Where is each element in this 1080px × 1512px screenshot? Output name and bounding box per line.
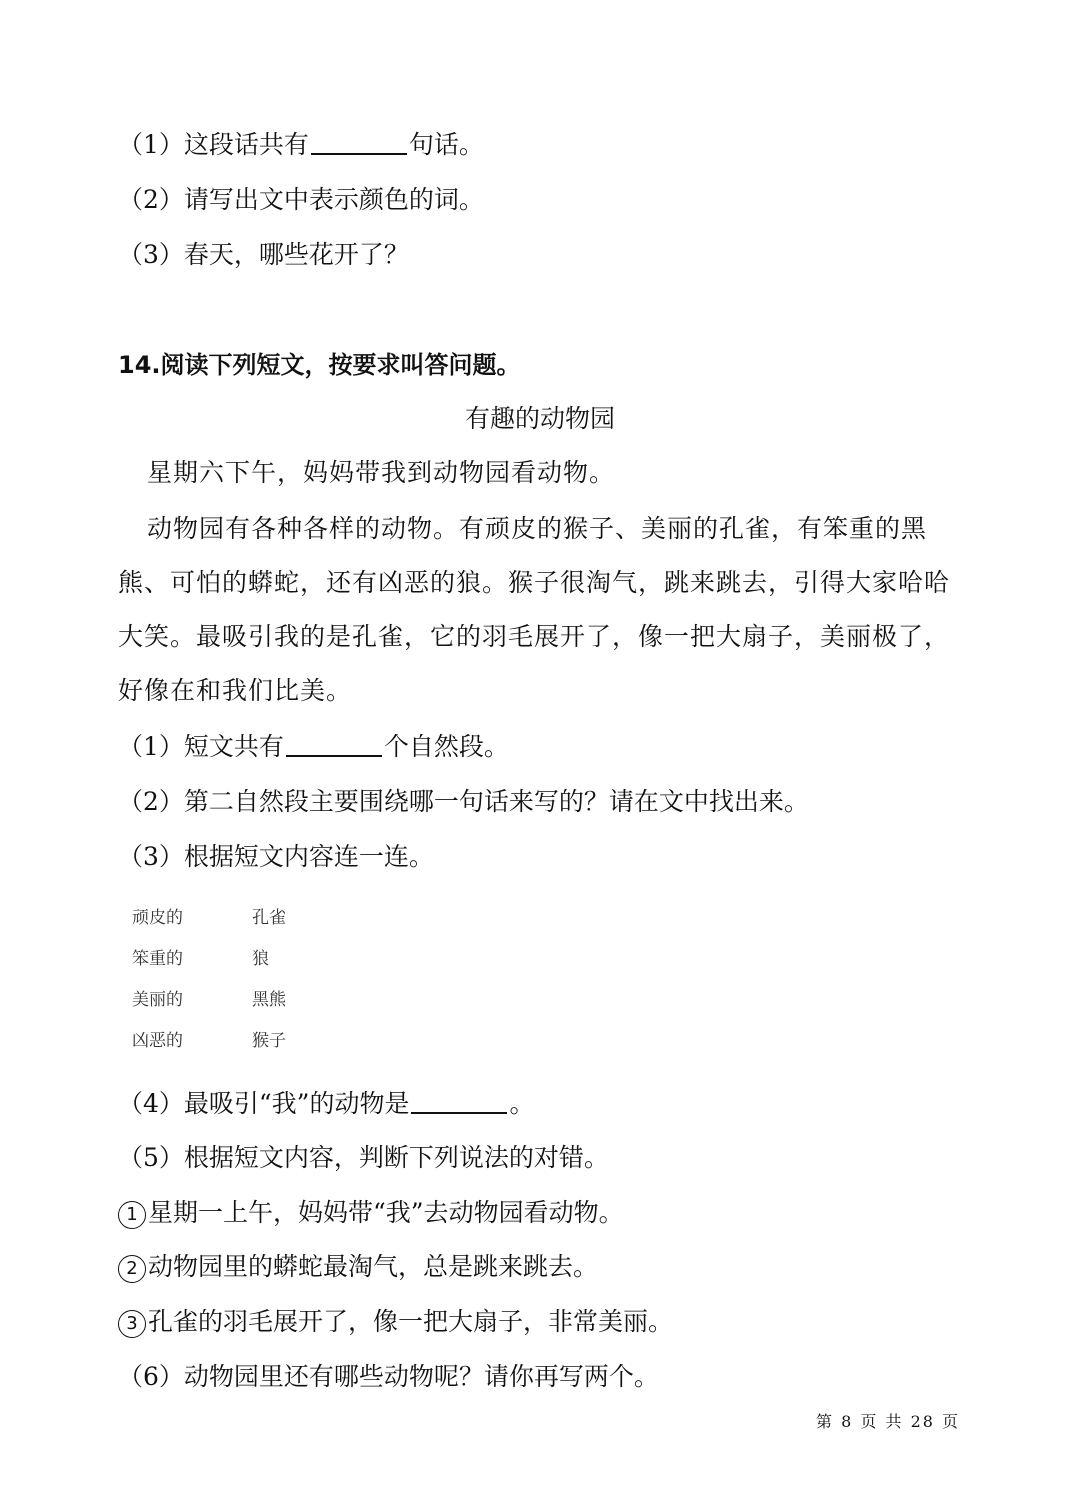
match-right-item[interactable]: 黑熊 xyxy=(252,990,286,1010)
q14-question-2 xyxy=(118,785,809,819)
question-text: 根据短文内容，判断下列说法的对错。 xyxy=(183,1143,609,1172)
match-right-item[interactable]: 孔雀 xyxy=(252,908,286,928)
match-left-item[interactable]: 顽皮的 xyxy=(132,908,183,928)
question-number: （2） xyxy=(118,787,184,816)
page-number: 8 xyxy=(841,1412,854,1431)
answer-blank[interactable] xyxy=(286,731,382,757)
match-left-item[interactable]: 笨重的 xyxy=(132,949,183,969)
answer-blank[interactable] xyxy=(311,129,407,155)
question-text: 根据短文内容连一连。 xyxy=(183,842,434,871)
question-text-after: 个自然段。 xyxy=(383,732,509,761)
footer-suffix: 页 xyxy=(942,1412,961,1431)
passage-paragraph-1: 星期六下午，妈妈带我到动物园看动物。 xyxy=(147,458,616,487)
circled-number-2-icon: 2 xyxy=(118,1255,146,1283)
judgement-text: 孔雀的羽毛展开了，像一把大扇子，非常美丽。 xyxy=(148,1307,674,1336)
q14-question-6 xyxy=(118,1360,659,1394)
question-number: （5） xyxy=(118,1143,184,1172)
q14-question-4 xyxy=(118,1087,534,1121)
q14-question-1 xyxy=(118,730,509,764)
matching-table xyxy=(132,902,286,1066)
judgement-1 xyxy=(118,1196,624,1230)
match-row xyxy=(132,984,286,1025)
question-number: （6） xyxy=(118,1362,184,1391)
question-number: （1） xyxy=(118,732,184,761)
judgement-3 xyxy=(118,1305,673,1339)
question-text: 动物园里还有哪些动物呢？请你再写两个。 xyxy=(183,1362,659,1391)
passage-title: 有趣的动物园 xyxy=(464,404,615,433)
question-text: 第二自然段主要围绕哪一句话来写的？请在文中找出来。 xyxy=(183,787,809,816)
question-text: 春天，哪些花开了？ xyxy=(183,240,409,269)
question-text: 这段话共有 xyxy=(183,130,309,159)
footer-prefix: 第 xyxy=(816,1412,835,1431)
question-14-heading: 14.阅读下列短文，按要求叫答问题。 xyxy=(118,351,521,379)
match-right-item[interactable]: 狼 xyxy=(252,949,269,969)
question-text: 短文共有 xyxy=(183,732,284,761)
judgement-text: 动物园里的蟒蛇最淘气，总是跳来跳去。 xyxy=(148,1252,599,1281)
q14-question-5 xyxy=(118,1141,609,1175)
question-number: （4） xyxy=(118,1089,184,1118)
match-row xyxy=(132,1025,286,1066)
question-text-after: 句话。 xyxy=(408,130,484,159)
footer-mid: 页 共 xyxy=(860,1412,904,1431)
question-number: （3） xyxy=(118,240,184,269)
question-number: （2） xyxy=(118,185,184,214)
match-row xyxy=(132,902,286,943)
question-number: （1） xyxy=(118,130,184,159)
judgement-2 xyxy=(118,1250,598,1284)
prev-question-1 xyxy=(118,128,484,162)
judgement-text: 星期一上午，妈妈带“我”去动物园看动物。 xyxy=(148,1198,624,1227)
passage-paragraph-2: 动物园有各种各样的动物。有顽皮的猴子、美丽的孔雀，有笨重的黑熊、可怕的蟒蛇，还有凶恶的狼。猴子很淘气，跳来跳去，引得大家哈哈大笑。最吸引我的是孔雀，它的羽毛展开了，像一把大扇子，美丽极了，好像在和我们比美。 xyxy=(118,514,951,705)
question-number: （3） xyxy=(118,842,184,871)
match-row xyxy=(132,943,286,984)
circled-number-3-icon: 3 xyxy=(118,1310,146,1338)
question-text: 最吸引“我”的动物是 xyxy=(183,1089,410,1118)
question-text-after: 。 xyxy=(509,1089,535,1118)
match-right-item[interactable]: 猴子 xyxy=(252,1031,286,1051)
prev-question-3 xyxy=(118,238,409,272)
question-text: 请写出文中表示颜色的词。 xyxy=(183,185,484,214)
match-left-item[interactable]: 凶恶的 xyxy=(132,1031,183,1051)
answer-blank[interactable] xyxy=(411,1088,507,1114)
q14-question-3 xyxy=(118,840,434,874)
total-pages: 28 xyxy=(910,1412,935,1431)
match-left-item[interactable]: 美丽的 xyxy=(132,990,183,1010)
circled-number-1-icon: 1 xyxy=(118,1201,146,1229)
page-footer xyxy=(816,1411,960,1433)
prev-question-2 xyxy=(118,183,484,217)
